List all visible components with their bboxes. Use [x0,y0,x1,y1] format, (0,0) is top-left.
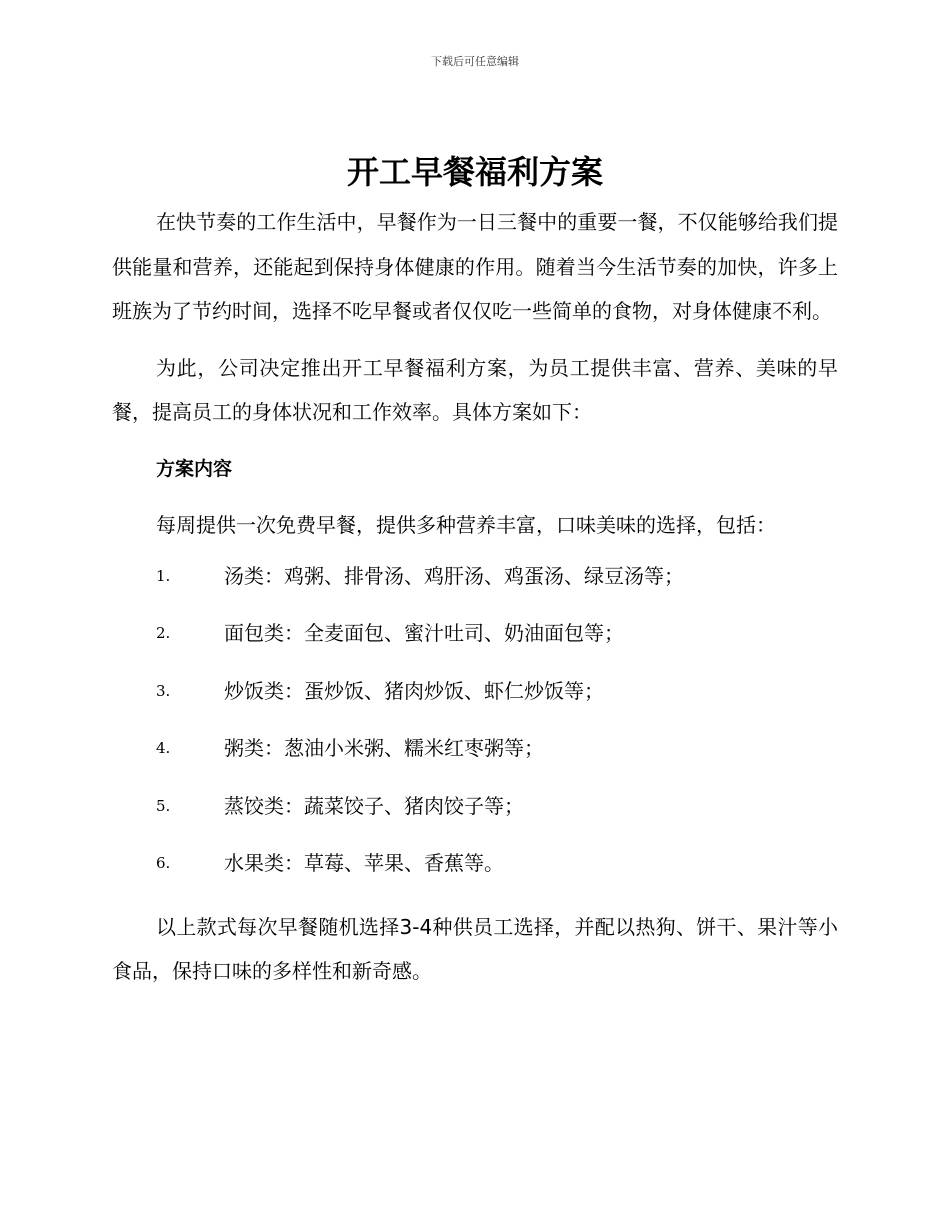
list-item [112,732,838,790]
list-item-number: 4. [156,739,171,757]
paragraph-intro: 在快节奏的工作生活中，早餐作为一日三餐中的重要一餐，不仅能够给我们提供能量和营养，还能起到保持身体健康的作用。随着当今生活节奏的加快，许多上班族为了节约时间，选择不吃早餐或者仅仅吃一些简单的食物，对身体健康不利。 [112,210,838,323]
list-item-number: 5. [156,796,171,815]
list-item [112,847,838,905]
header-note: 下载后可任意编辑 [431,55,519,68]
list-item [112,617,838,675]
list-item-text: 蒸饺类：蔬菜饺子、猪肉饺子等； [224,793,524,818]
paragraph-purpose: 为此，公司决定推出开工早餐福利方案，为员工提供丰富、营养、美味的早餐，提高员工的身体状况和工作效率。具体方案如下： [112,355,838,424]
list-item-text: 炒饭类：蛋炒饭、猪肉炒饭、虾仁炒饭等； [224,678,604,703]
section-heading: 方案内容 [156,457,233,480]
menu-intro: 每周提供一次免费早餐，提供多种营养丰富，口味美味的选择，包括： [156,513,776,537]
list-item-number: 6. [156,854,171,872]
list-item [112,675,838,733]
list-item-number: 3. [156,681,171,700]
list-item-number: 1. [156,566,171,585]
list-item-text: 水果类：草莓、苹果、香蕉等。 [224,851,504,875]
document-body [112,200,838,1006]
menu-list [112,560,838,905]
list-item-text: 面包类：全麦面包、蜜汁吐司、奶油面包等； [224,621,624,645]
list-item-number: 2. [156,624,171,642]
paragraph-closing: 以上款式每次早餐随机选择3-4种供员工选择，并配以热狗、饼干、果汁等小食品，保持口味的多样性和新奇感。 [112,914,838,983]
list-item-text: 粥类：葱油小米粥、糯米红枣粥等； [224,736,544,760]
list-item-text: 汤类：鸡粥、排骨汤、鸡肝汤、鸡蛋汤、绿豆汤等； [224,563,684,588]
list-item [112,560,838,618]
list-item [112,790,838,848]
document-title: 开工早餐福利方案 [346,153,603,191]
